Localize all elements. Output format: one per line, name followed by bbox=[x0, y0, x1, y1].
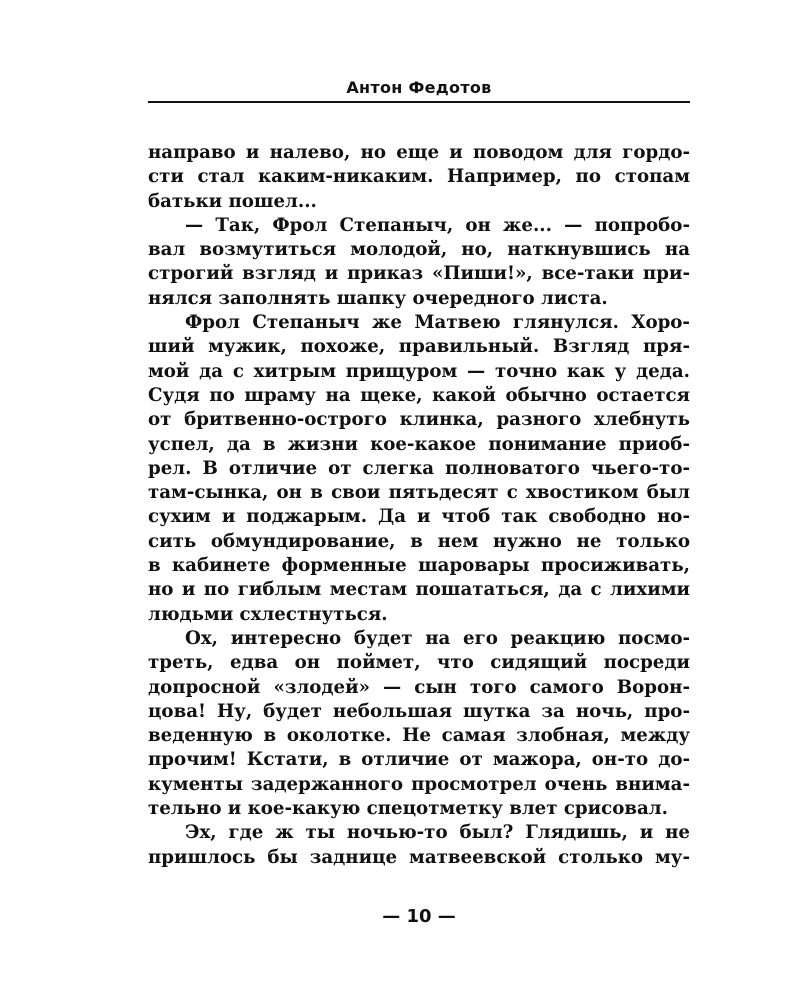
text-line: — Так, Фрол Степаныч, он же... — попробо- bbox=[185, 214, 690, 236]
text-line: Эх, где ж ты ночью-то был? Глядишь, и не bbox=[185, 822, 690, 844]
text-line: направо и налево, но еще и поводом для гордо- bbox=[148, 142, 690, 163]
text-line: ший мужик, похоже, правильный. Взгляд пря- bbox=[148, 336, 690, 358]
text-line: сить обмундирование, в нем нужно не только bbox=[148, 530, 690, 552]
text-line: мой да с хитрым прищуром — точно как у деда. bbox=[148, 360, 690, 382]
text-line: строгий взгляд и приказ «Пиши!», все-таки при- bbox=[148, 263, 690, 285]
text-line: но и по гиблым местам пошататься, да с лихими bbox=[148, 579, 690, 601]
page-body bbox=[148, 141, 690, 870]
running-header: Антон Федотов bbox=[346, 78, 492, 97]
text-line: кументы задержанного просмотрел очень внима- bbox=[148, 773, 690, 795]
text-line: там-сынка, он в свои пятьдесят с хвостиком был bbox=[148, 482, 690, 504]
text-line: треть, едва он поймет, что сидящий посреди bbox=[148, 652, 690, 674]
text-line: допросной «злодей» — сын того самого Ворон- bbox=[148, 676, 690, 698]
header-rule bbox=[148, 101, 690, 103]
text-line: нялся заполнять шапку очередного листа. bbox=[148, 287, 608, 309]
text-line: тельно и кое-какую спецотметку влет срисовал. bbox=[148, 798, 668, 820]
text-line: пришлось бы заднице матвеевской столько му- bbox=[148, 846, 690, 868]
text-line: от бритвенно-острого клинка, разного хлебнуть bbox=[148, 409, 690, 431]
text-line: вал возмутиться молодой, но, наткнувшись на bbox=[148, 239, 690, 261]
text-line: Судя по шраму на щеке, какой обычно остается bbox=[148, 384, 690, 406]
text-line: людьми схлестнуться. bbox=[148, 603, 388, 625]
text-line: батьки пошел... bbox=[148, 190, 317, 212]
text-line: Фрол Степаныч же Матвею глянулся. Хоро- bbox=[185, 312, 690, 334]
text-line: рел. В отличие от слегка полноватого чьего-то- bbox=[148, 457, 690, 479]
text-line: успел, да в жизни кое-какое понимание приоб- bbox=[148, 433, 690, 455]
page-number: — 10 — bbox=[382, 906, 456, 927]
text-line: прочим! Кстати, в отличие от мажора, он-то до- bbox=[148, 749, 690, 771]
text-line: Ох, интересно будет на его реакцию посмо- bbox=[185, 627, 690, 649]
text-line: в кабинете форменные шаровары просиживать, bbox=[148, 555, 690, 577]
text-line: цова! Ну, будет небольшая шутка за ночь, про- bbox=[148, 700, 690, 722]
text-line: сухим и поджарым. Да и чтоб так свободно но- bbox=[148, 506, 690, 528]
text-line: веденную в околотке. Не самая злобная, между bbox=[148, 725, 690, 747]
text-line: сти стал каким-никаким. Например, по стопам bbox=[148, 166, 690, 188]
